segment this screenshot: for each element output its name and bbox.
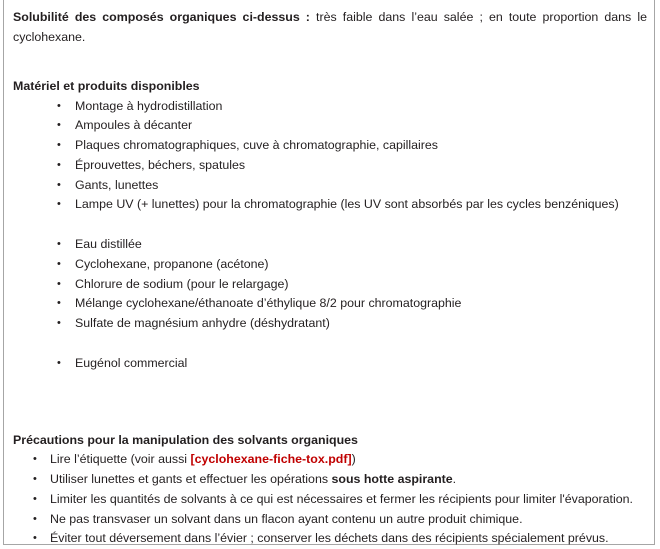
materials-list-products (13, 235, 647, 334)
materials-heading: Matériel et produits disponibles (13, 79, 200, 93)
read-label-prefix: Lire l’étiquette (voir aussi (50, 452, 191, 467)
list-item: • Chlorure de sodium (pour le relargage) (13, 275, 647, 295)
list-item: • Mélange cyclohexane/éthanoate d’éthylique 8/2 pour chromatographie (13, 294, 647, 314)
spacer-after-intro (13, 47, 647, 77)
list-item: • Ampoules à décanter (13, 116, 647, 136)
list-item: • Cyclohexane, propanone (acétone) (13, 255, 647, 275)
solubility-rest-text: très faible dans l’eau salée ; en toute proportion dans le cyclohexane. (13, 10, 647, 44)
fume-hood-prefix: Utiliser lunettes et gants et effectuer les opérations (50, 471, 332, 486)
spacer-before-precautions (13, 374, 647, 414)
list-item-read-label (13, 450, 647, 470)
document-content (13, 8, 647, 549)
list-item: • Gants, lunettes (13, 176, 647, 196)
read-label-suffix: ) (351, 452, 356, 467)
fume-hood-bold: sous hotte aspirante (331, 471, 453, 486)
precautions-heading: Précautions pour la manipulation des solvants organiques (13, 432, 358, 447)
fume-hood-suffix: . (452, 471, 457, 486)
list-item-limit-quantities: • Limiter les quantités de solvants à ce qui est nécessaires et fermer les récipients pour limiter l'évaporation. (13, 490, 647, 510)
list-item: • Sulfate de magnésium anhydre (déshydratant) (13, 314, 647, 334)
cyclohexane-fiche-tox-link[interactable]: [cyclohexane-fiche-tox.pdf] (190, 452, 352, 467)
list-item-no-transfer: • Ne pas transvaser un solvant dans un flacon ayant contenu un autre produit chimique. (13, 510, 647, 530)
spacer-before-eugenol (13, 334, 647, 354)
list-item-fume-hood (13, 470, 647, 490)
precautions-list (13, 450, 647, 549)
spacer-between-equipment-and-products (13, 215, 647, 235)
list-item: • Eugénol commercial (13, 354, 647, 374)
list-item-no-sink-disposal: • Éviter tout déversement dans l’évier ; conserver les déchets dans des récipients spécialement prévus. (13, 529, 647, 549)
spacer-before-precautions-extra (13, 414, 647, 431)
solubility-lead-bold (13, 10, 310, 24)
list-item: • Eau distillée (13, 235, 647, 255)
list-item: • Montage à hydrodistillation (13, 97, 647, 117)
list-item: • Lampe UV (+ lunettes) pour la chromatographie (les UV sont absorbés par les cycles benzéniques) (13, 195, 647, 215)
materials-list-eugenol (13, 354, 647, 374)
list-item: • Éprouvettes, béchers, spatules (13, 156, 647, 176)
list-item: • Plaques chromatographiques, cuve à chromatographie, capillaires (13, 136, 647, 156)
solubility-lead-text: Solubilité des composés organiques ci-dessus : (13, 10, 310, 24)
materials-list-equipment (13, 97, 647, 216)
solubility-paragraph (13, 8, 647, 47)
